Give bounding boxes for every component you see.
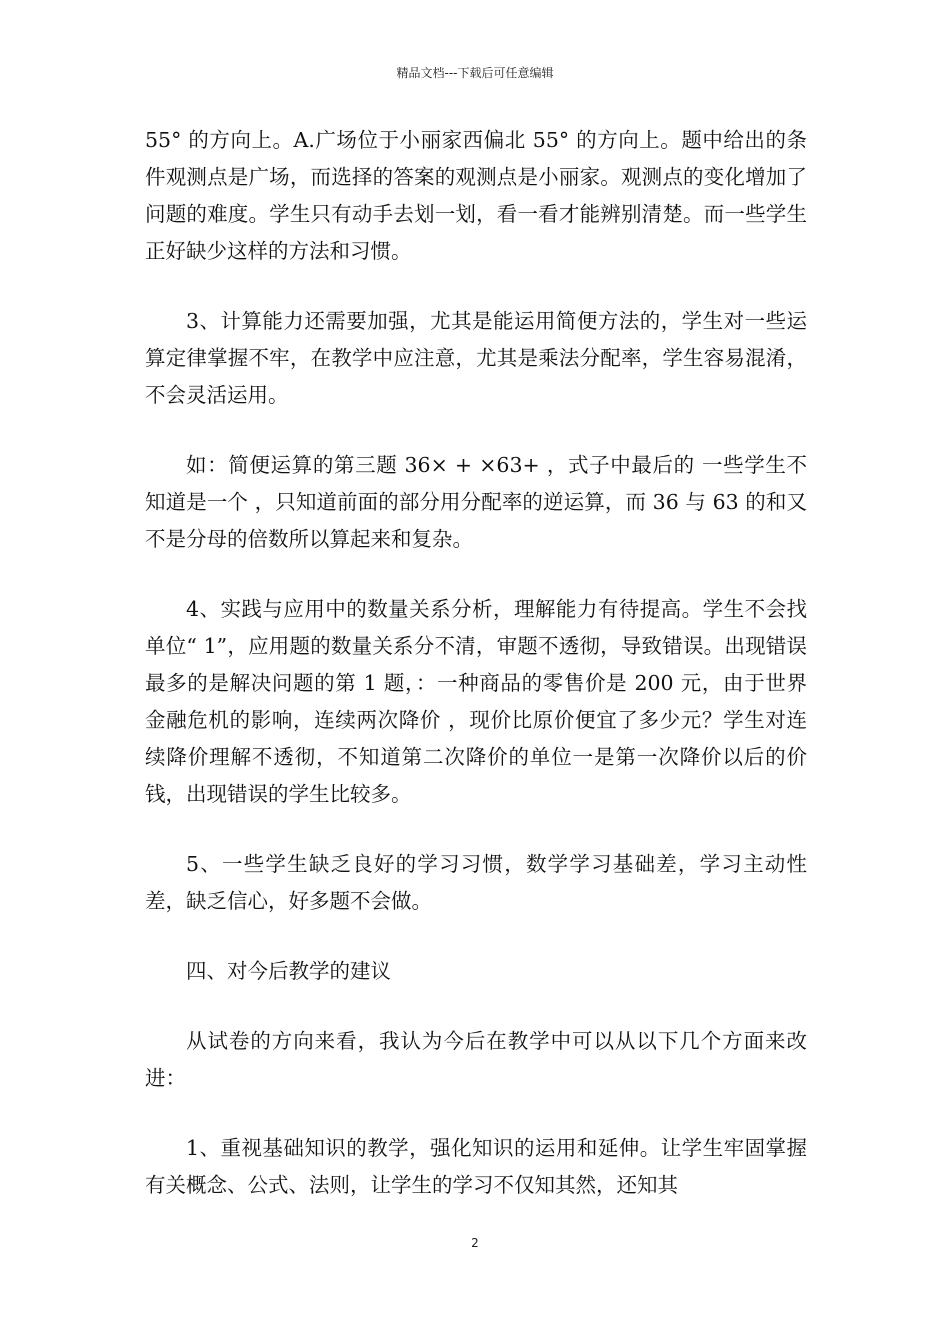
paragraph-intro: 从试卷的方向来看，我认为今后在教学中可以从以下几个方面来改进： xyxy=(145,1029,807,1090)
paragraph-point-4: 4、实践与应用中的数量关系分析，理解能力有待提高。学生不会找单位“ 1”，应用题的数量关系分不清，审题不透彻，导致错误。出现错误最多的是解决问题的第 1 题，：一种商品的零售价是 200 元，由于世界金融危机的影响，连续两次降价 ，现价比原价便宜了多少元？学生对连续降价理解不透彻，不知道第二次降价的单位一是第一次降价以后的价钱，出现错误的学生比较多。 xyxy=(145,597,807,806)
section-heading: 四、对今后教学的建议 xyxy=(186,959,391,983)
paragraph-point-5: 5、一些学生缺乏良好的学习习惯，数学学习基础差，学习主动性差，缺乏信心，好多题不会做。 xyxy=(145,852,807,913)
paragraph-continuation: 55° 的方向上。A.广场位于小丽家西偏北 55° 的方向上。题中给出的条件观测点是广场，而选择的答案的观测点是小丽家。观测点的变化增加了问题的难度。学生只有动手去划一划，看一看才能辨别清楚。而一些学生正好缺少这样的方法和习惯。 xyxy=(145,128,807,263)
document-body xyxy=(145,122,807,1204)
paragraph-suggestion-1: 1、重视基础知识的教学，强化知识的运用和延伸。让学生牢固掌握有关概念、公式、法则，让学生的学习不仅知其然，还知其 xyxy=(145,1136,807,1197)
page-number: 2 xyxy=(471,1236,479,1250)
paragraph-point-3: 3、计算能力还需要加强，尤其是能运用简便方法的，学生对一些运算定律掌握不牢，在教学中应注意，尤其是乘法分配率，学生容易混淆，不会灵活运用。 xyxy=(145,309,807,407)
page-header: 精品文档---下载后可任意编辑 xyxy=(396,66,554,80)
paragraph-example: 如：简便运算的第三题 36× + ×63+ ，式子中最后的 一些学生不知道是一个 ，只知道前面的部分用分配率的逆运算，而 36 与 63 的和又不是分母的倍数所以算起来和复杂。 xyxy=(145,453,807,551)
